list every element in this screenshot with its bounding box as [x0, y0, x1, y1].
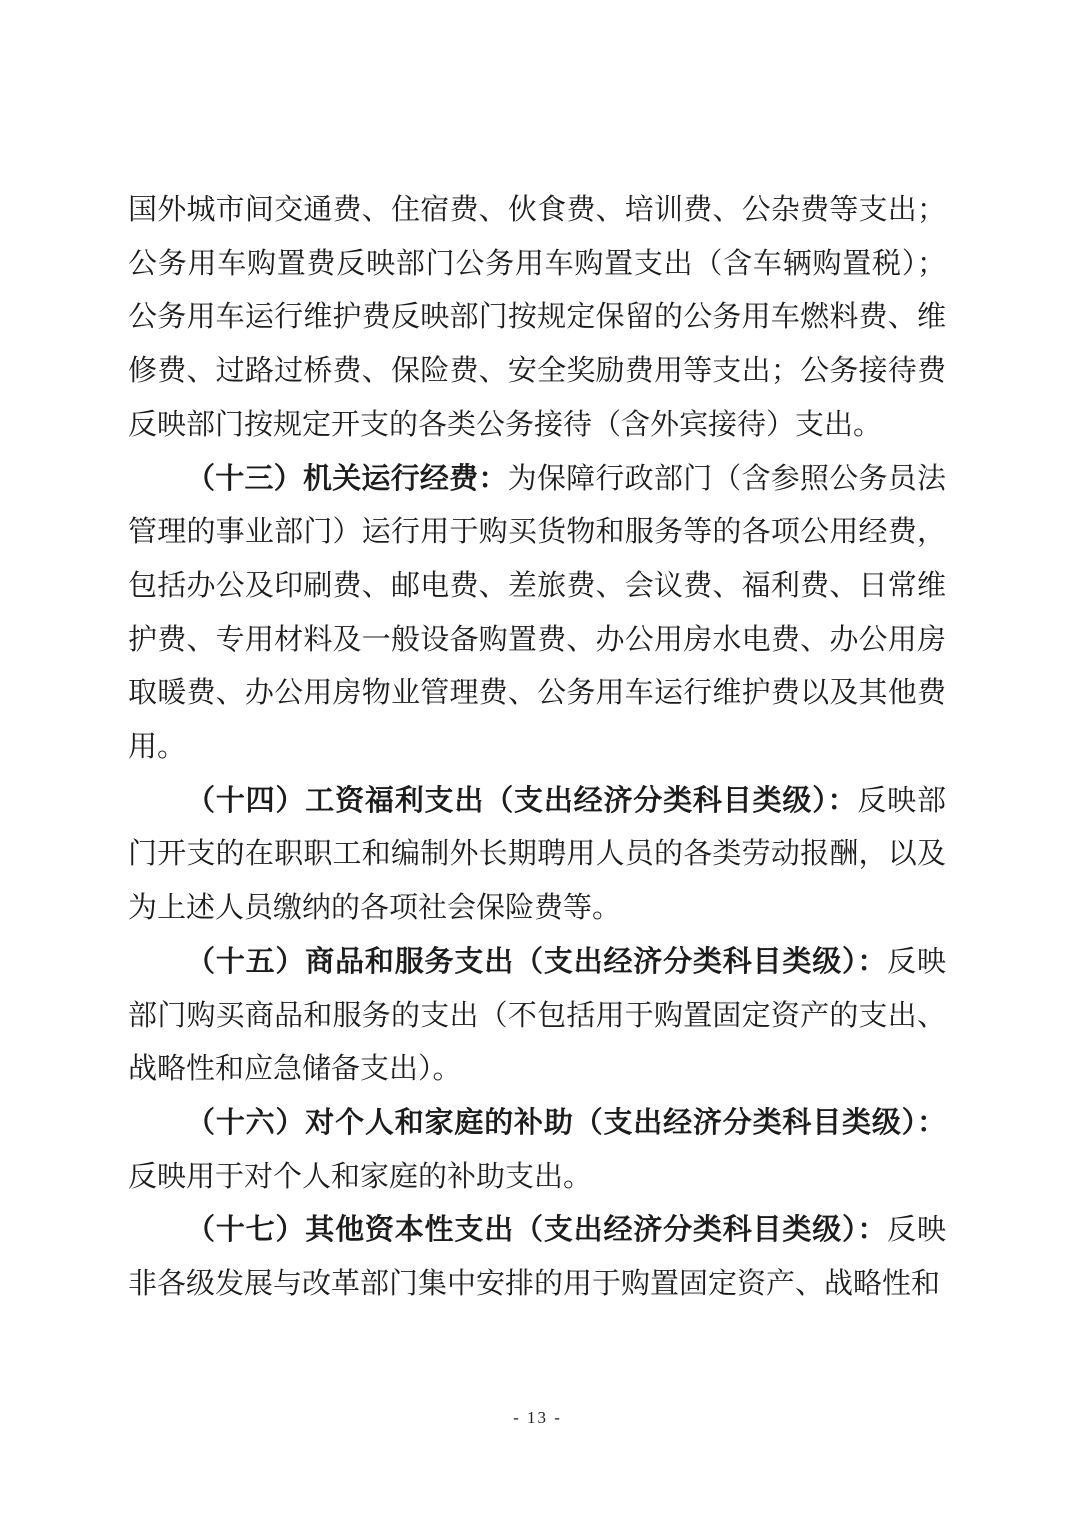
section-16-heading: （十六）对个人和家庭的补助（支出经济分类科目类级）：: [186, 1106, 946, 1139]
paragraph-continuation: [128, 184, 946, 453]
section-13-text: 为保障行政部门（含参照公务员法管理的事业部门）运行用于购买货物和服务等的各项公用经费，包括办公及印刷费、邮电费、差旅费、会议费、福利费、日常维护费、专用材料及一般设备购置费、办公用房水电费、办公用房取暖费、办公用房物业管理费、公务用车运行维护费以及其他费用。: [128, 462, 946, 764]
section-15-text: 反映部门购买商品和服务的支出（不包括用于购置固定资产的支出、战略性和应急储备支出）。: [128, 945, 946, 1086]
section-14-text: 反映部门开支的在职职工和编制外长期聘用人员的各类劳动报酬，以及为上述人员缴纳的各项社会保险费等。: [128, 784, 946, 925]
paragraph-section-15: [128, 936, 946, 1097]
paragraph-text: 国外城市间交通费、住宿费、伙食费、培训费、公杂费等支出；公务用车购置费反映部门公务用车购置支出（含车辆购置税）；公务用车运行维护费反映部门按规定保留的公务用车燃料费、维修费、过路过桥费、保险费、安全奖励费用等支出；公务接待费反映部门按规定开支的各类公务接待（含外宾接待）支出。: [128, 194, 946, 441]
section-17-text: 反映非各级发展与改革部门集中安排的用于购置固定资产、战略性和: [128, 1214, 946, 1301]
page-number: - 13 -: [513, 1408, 562, 1427]
section-15-heading: （十五）商品和服务支出（支出经济分类科目类级）：: [186, 945, 888, 978]
section-13-heading: （十三）机关运行经费：: [186, 462, 508, 495]
paragraph-section-13: [128, 453, 946, 775]
section-17-heading: （十七）其他资本性支出（支出经济分类科目类级）：: [186, 1214, 888, 1247]
document-body: [128, 184, 946, 1312]
paragraph-section-17: [128, 1204, 946, 1311]
paragraph-section-14: [128, 775, 946, 936]
section-16-text: 反映用于对个人和家庭的补助支出。: [128, 1160, 593, 1193]
paragraph-section-16: [128, 1097, 946, 1204]
section-14-heading: （十四）工资福利支出（支出经济分类科目类级）：: [186, 784, 858, 817]
